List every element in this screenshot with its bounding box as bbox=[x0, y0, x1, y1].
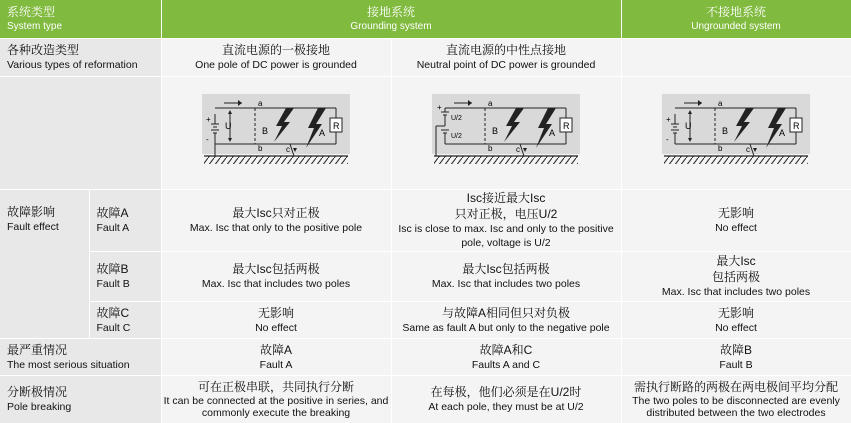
circuit-diagram-one-pole-grounded bbox=[202, 94, 350, 172]
u2-label-bottom: U/2 bbox=[451, 132, 462, 140]
label-a: a bbox=[488, 98, 493, 108]
fault-a-col3 bbox=[621, 189, 851, 251]
label-c: c bbox=[516, 144, 520, 154]
minus-sign: - bbox=[206, 134, 209, 144]
fault-c-col2-zh: 与故障A相同但只对负极 bbox=[441, 305, 570, 320]
fault-b-zh: 故障B bbox=[96, 262, 129, 276]
fault-b-col3-en: Max. Isc that includes two poles bbox=[661, 286, 811, 298]
fault-b-col2-zh: 最大Isc包括两极 bbox=[462, 262, 550, 276]
most-serious-col1-en: Fault A bbox=[259, 358, 293, 371]
fault-c-col3-zh: 无影响 bbox=[717, 305, 754, 320]
fault-a-col1-en: Max. Isc that only to the positive pole bbox=[189, 222, 363, 234]
fault-a-col2-zh1: Isc接近最大Isc bbox=[466, 191, 546, 205]
fault-b-label bbox=[89, 251, 161, 301]
reformation-col2 bbox=[391, 38, 621, 76]
fault-c-en: Fault C bbox=[96, 321, 131, 334]
header-grounding-en: Grounding system bbox=[350, 20, 432, 32]
diagram-cell-2 bbox=[391, 76, 621, 189]
label-r: R bbox=[563, 120, 570, 131]
u-label: U bbox=[685, 120, 692, 131]
fault-effect-en: Fault effect bbox=[7, 220, 59, 233]
label-fault-b: B bbox=[262, 125, 269, 136]
plus-sign: + bbox=[206, 114, 211, 124]
header-grounding-zh: 接地系统 bbox=[366, 4, 415, 19]
fault-b-col1-en: Max. Isc that includes two poles bbox=[201, 278, 351, 290]
fault-c-col1-zh: 无影响 bbox=[257, 305, 294, 320]
minus-sign: - bbox=[666, 134, 669, 144]
label-r: R bbox=[793, 120, 800, 131]
label-c: c bbox=[746, 144, 750, 154]
fault-a-en: Fault A bbox=[96, 222, 130, 234]
plus-sign: + bbox=[666, 114, 671, 124]
ground-hatch bbox=[664, 156, 808, 164]
label-fault-a: A bbox=[779, 127, 786, 138]
most-serious-col3 bbox=[621, 338, 851, 375]
fault-a-col3-en: No effect bbox=[715, 222, 757, 234]
header-ungrounded-zh: 不接地系统 bbox=[705, 4, 766, 19]
pole-breaking-zh: 分断极情况 bbox=[7, 385, 68, 399]
pole-breaking-col1-en: It can be connected at the positive in series, and commonly execute the breaking bbox=[163, 395, 389, 419]
fault-b-en: Fault B bbox=[96, 278, 130, 290]
fault-b-col3-zh2: 包括两极 bbox=[711, 270, 760, 284]
fault-c-zh: 故障C bbox=[96, 305, 130, 320]
pole-breaking-col2-en: At each pole, they must be at U/2 bbox=[428, 401, 584, 413]
fault-c-col2 bbox=[391, 301, 621, 338]
label-fault-a: A bbox=[549, 127, 556, 138]
fault-c-col1-en: No effect bbox=[255, 321, 297, 334]
reformation-col1-en: One pole of DC power is grounded bbox=[195, 59, 357, 71]
reformation-label-en: Various types of reformation bbox=[7, 59, 138, 71]
pole-breaking-label bbox=[0, 375, 161, 423]
reformation-col2-en: Neutral point of DC power is grounded bbox=[416, 59, 596, 71]
diagram-cell-1 bbox=[161, 76, 391, 189]
diagram-cell-3 bbox=[621, 76, 851, 189]
reformation-label-zh: 各种改造类型 bbox=[7, 43, 80, 57]
label-fault-b: B bbox=[722, 125, 729, 136]
fault-b-col2-en: Max. Isc that includes two poles bbox=[431, 278, 581, 290]
fault-a-zh: 故障A bbox=[96, 206, 129, 220]
reformation-col1-zh: 直流电源的一极接地 bbox=[221, 43, 330, 57]
reformation-col1 bbox=[161, 38, 391, 76]
circuit-diagram-ungrounded bbox=[662, 94, 810, 172]
fault-a-col2-zh2: 只对正极，电压U/2 bbox=[454, 207, 558, 221]
header-ungrounded-system bbox=[621, 0, 851, 38]
most-serious-col2-en: Faults A and C bbox=[471, 358, 541, 371]
fault-c-col1 bbox=[161, 301, 391, 338]
fault-b-col3-zh1: 最大Isc bbox=[716, 254, 756, 268]
header-ungrounded-en: Ungrounded system bbox=[691, 20, 781, 32]
label-a: a bbox=[718, 98, 723, 108]
diagram-row-label bbox=[0, 76, 161, 189]
fault-b-col3 bbox=[621, 251, 851, 301]
plus-sign: + bbox=[437, 102, 442, 112]
fault-effect-label bbox=[0, 189, 89, 338]
reformation-label bbox=[0, 38, 161, 76]
label-b: b bbox=[488, 143, 493, 153]
pole-breaking-col3-zh: 需执行断路的两极在两电极间平均分配 bbox=[633, 380, 838, 394]
most-serious-col2-zh: 故障A和C bbox=[479, 342, 533, 357]
fault-c-label bbox=[89, 301, 161, 338]
label-fault-a: A bbox=[319, 127, 326, 138]
pole-breaking-col2-zh: 在每极，他们必须是在U/2时 bbox=[430, 385, 582, 399]
pole-breaking-col1-zh: 可在正极串联，共同执行分断 bbox=[197, 380, 354, 394]
most-serious-col2 bbox=[391, 338, 621, 375]
most-serious-en: The most serious situation bbox=[7, 358, 130, 371]
most-serious-col1-zh: 故障A bbox=[259, 342, 292, 357]
fault-c-col3 bbox=[621, 301, 851, 338]
label-fault-b: B bbox=[492, 125, 499, 136]
label-a: a bbox=[258, 98, 263, 108]
label-c: c bbox=[286, 144, 290, 154]
fault-a-col1 bbox=[161, 189, 391, 251]
most-serious-label bbox=[0, 338, 161, 375]
u2-label-top: U/2 bbox=[451, 114, 462, 122]
pole-breaking-col1 bbox=[161, 375, 391, 423]
pole-breaking-col3-en: The two poles to be disconnected are evenly distributed between the two electrodes bbox=[632, 395, 840, 419]
fault-a-col1-zh: 最大Isc只对正极 bbox=[232, 206, 320, 220]
fault-a-col2 bbox=[391, 189, 621, 251]
fault-c-col2-en: Same as fault A but only to the negative pole bbox=[402, 321, 610, 334]
label-b: b bbox=[258, 143, 263, 153]
most-serious-col3-en: Fault B bbox=[719, 358, 753, 371]
fault-a-label bbox=[89, 189, 161, 251]
fault-b-col1-zh: 最大Isc包括两极 bbox=[232, 262, 320, 276]
ground-hatch bbox=[434, 156, 578, 164]
circuit-diagram-neutral-grounded bbox=[432, 94, 580, 172]
fault-a-col2-en: Isc is close to max. Isc and only to the positive pole, voltage is U/2 bbox=[398, 223, 614, 249]
fault-a-col3-zh: 无影响 bbox=[717, 206, 754, 220]
header-system-type-en: System type bbox=[7, 20, 63, 32]
u-label: U bbox=[225, 120, 232, 131]
most-serious-col3-zh: 故障B bbox=[719, 342, 752, 357]
fault-effect-zh: 故障影响 bbox=[7, 204, 56, 219]
fault-b-col2 bbox=[391, 251, 621, 301]
header-system-type bbox=[0, 0, 161, 38]
fault-b-col1 bbox=[161, 251, 391, 301]
fault-c-col3-en: No effect bbox=[715, 321, 757, 334]
most-serious-col1 bbox=[161, 338, 391, 375]
pole-breaking-col2 bbox=[391, 375, 621, 423]
reformation-col3 bbox=[621, 38, 851, 76]
pole-breaking-en: Pole breaking bbox=[7, 401, 72, 413]
ground-hatch bbox=[204, 156, 348, 164]
label-r: R bbox=[333, 120, 340, 131]
reformation-col2-zh: 直流电源的中性点接地 bbox=[445, 43, 566, 57]
header-system-type-zh: 系统类型 bbox=[7, 4, 56, 19]
most-serious-zh: 最严重情况 bbox=[7, 342, 68, 357]
header-grounding-system bbox=[161, 0, 621, 38]
pole-breaking-col3 bbox=[621, 375, 851, 423]
label-b: b bbox=[718, 143, 723, 153]
